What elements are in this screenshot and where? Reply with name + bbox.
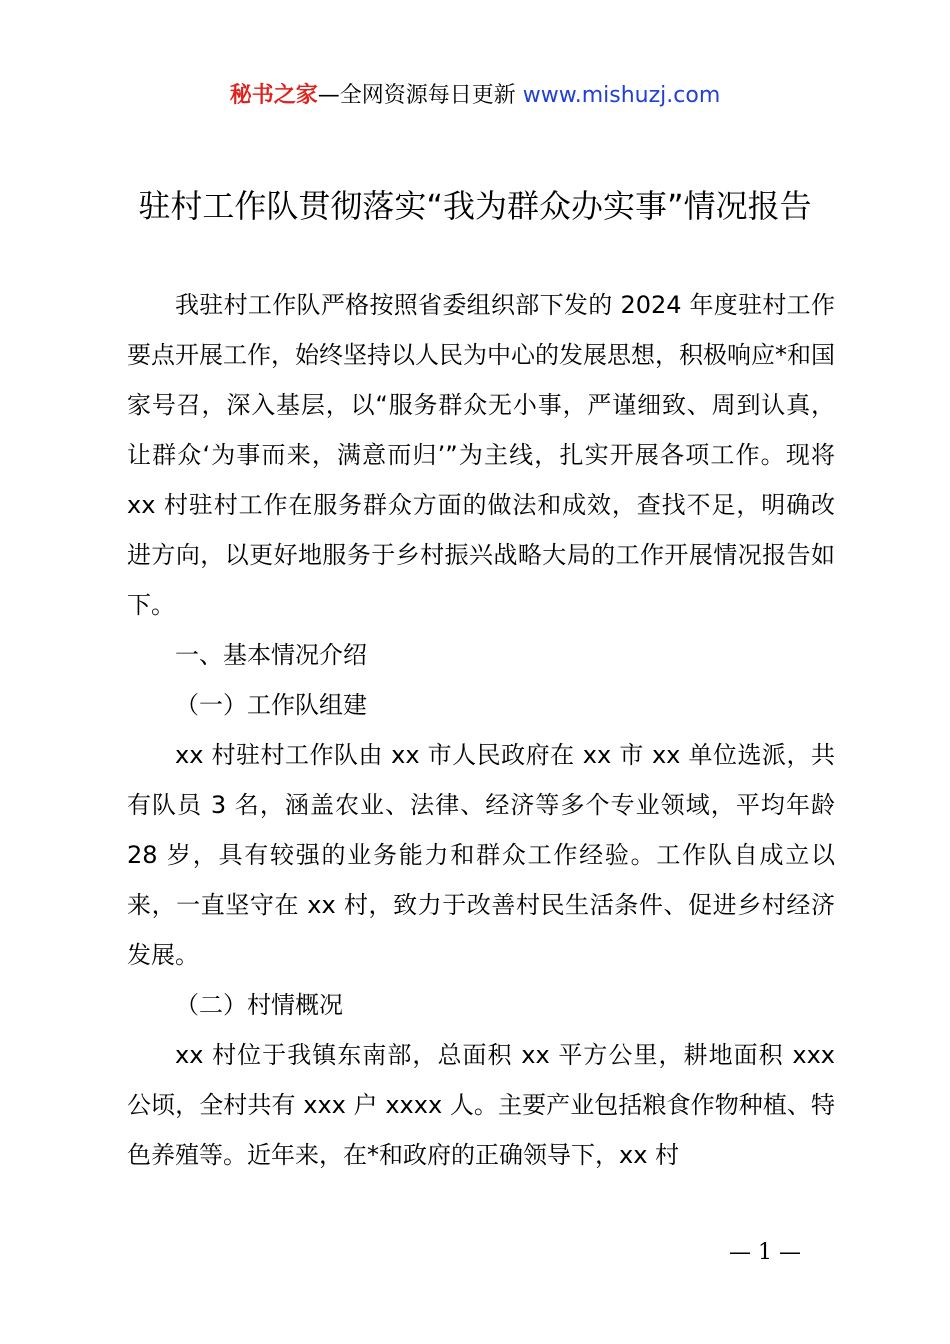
document-body: [127, 280, 835, 1180]
village-overview-paragraph: xx 村位于我镇东南部，总面积 xx 平方公里，耕地面积 xxx 公顷，全村共有 xxx 户 xxxx 人。主要产业包括粮食作物种植、特色养殖等。近年来，在*和政府的正确领导下，xx 村: [127, 1041, 835, 1169]
page-number: — 1 —: [729, 1240, 801, 1265]
site-url-link[interactable]: www.mishuzj.com: [522, 83, 721, 108]
site-brand: 秘书之家: [229, 83, 318, 108]
team-formation-paragraph: xx 村驻村工作队由 xx 市人民政府在 xx 市 xx 单位选派，共有队员 3 名，涵盖农业、法律、经济等多个专业领域，平均年龄 28 岁，具有较强的业务能力和群众工作经验。工作队自成立以来，一直坚守在 xx 村，致力于改善村民生活条件、促进乡村经济发展。: [127, 741, 835, 969]
subsection-heading-village-overview: （二）村情概况: [175, 991, 343, 1019]
intro-paragraph: 我驻村工作队严格按照省委组织部下发的 2024 年度驻村工作要点开展工作，始终坚持以人民为中心的发展思想，积极响应*和国家号召，深入基层，以“服务群众无小事，严谨细致、周到认真，让群众‘为事而来，满意而归’”为主线，扎实开展各项工作。现将 xx 村驻村工作在服务群众方面的做法和成效，查找不足，明确改进方向，以更好地服务于乡村振兴战略大局的工作开展情况报告如下。: [127, 291, 835, 619]
subsection-heading-team-formation: （一）工作队组建: [175, 691, 367, 719]
section-heading-basic-info: 一、基本情况介绍: [175, 641, 367, 669]
site-header: [0, 80, 950, 112]
site-tagline: —全网资源每日更新: [317, 83, 523, 108]
document-title: 驻村工作队贯彻落实“我为群众办实事”情况报告: [138, 187, 812, 225]
